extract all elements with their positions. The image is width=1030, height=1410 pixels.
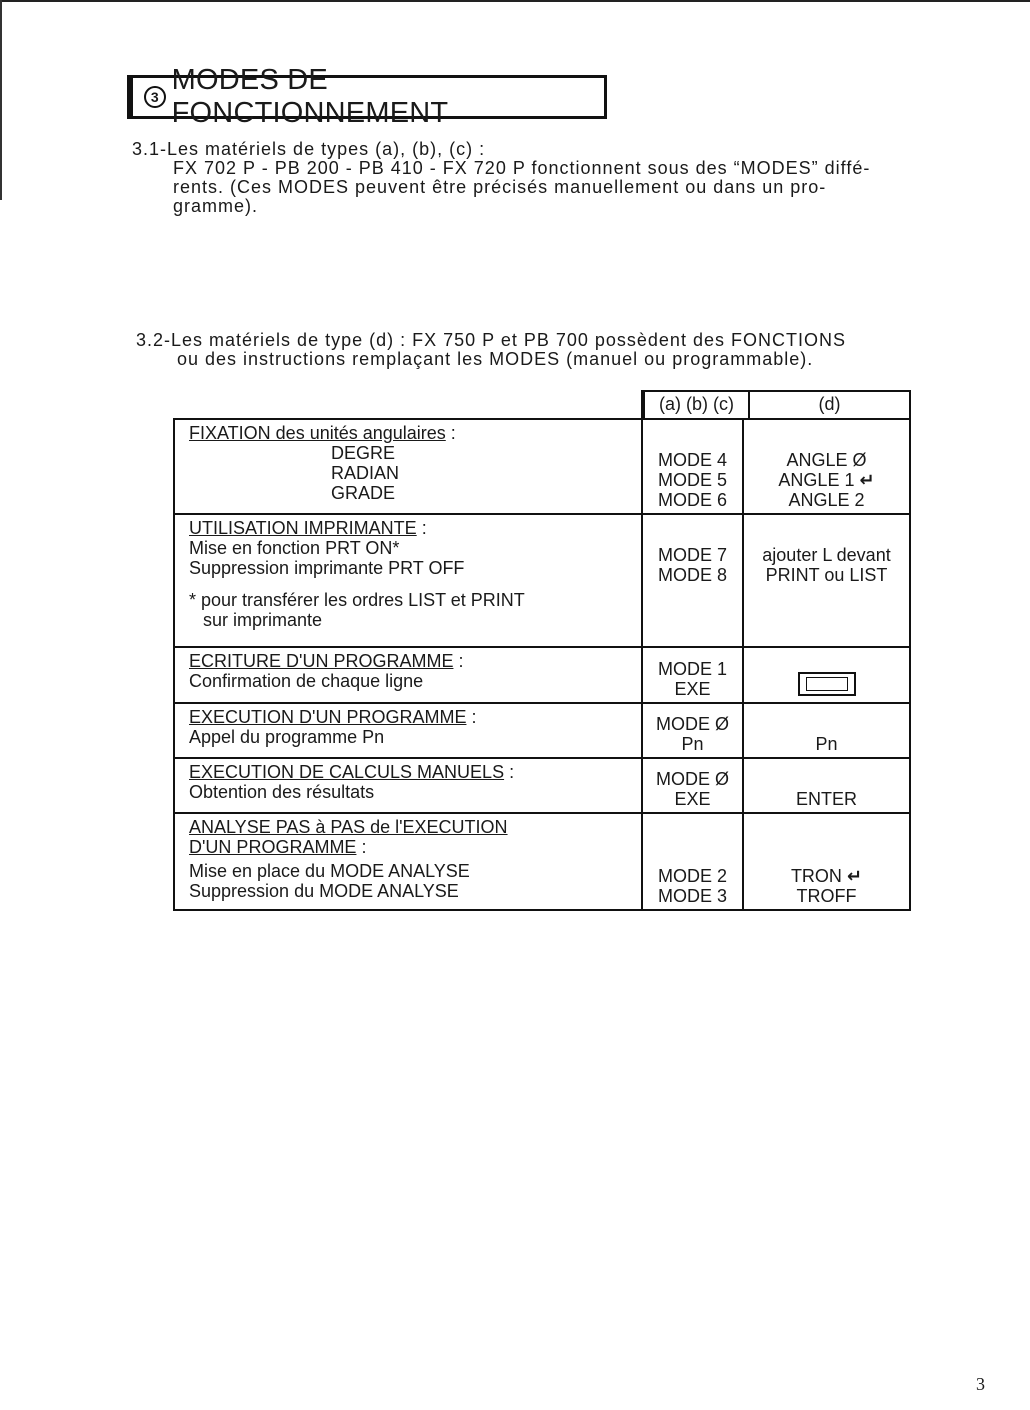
- abc-value: EXE: [674, 789, 711, 809]
- row-title: UTILISATION IMPRIMANTE: [189, 518, 417, 538]
- row-abc: [641, 814, 744, 909]
- row-title-colon: :: [416, 518, 427, 538]
- abc-value: MODE 4: [657, 450, 727, 470]
- abc-value: MODE 5: [657, 470, 727, 490]
- row-description: [175, 420, 641, 513]
- row-title: EXECUTION D'UN PROGRAMME: [189, 707, 467, 727]
- row-title-colon: :: [356, 837, 367, 857]
- section-title: MODES DE FONCTIONNEMENT: [171, 64, 449, 129]
- row-abc: [641, 515, 744, 646]
- top-border: [0, 0, 1030, 2]
- row-item: GRADE: [331, 483, 396, 503]
- row-description: [175, 648, 641, 702]
- paragraph-3-1: [132, 140, 870, 216]
- row-title: EXECUTION DE CALCULS MANUELS: [189, 762, 505, 782]
- d-value: Pn: [815, 734, 838, 754]
- header-d: (d): [818, 394, 841, 414]
- d-value: ANGLE 1: [778, 470, 855, 490]
- d-value: ENTER: [795, 789, 857, 809]
- return-arrow-icon: ↵: [859, 470, 875, 490]
- return-arrow-icon: ↵: [846, 866, 863, 886]
- row-note: sur imprimante: [203, 610, 323, 630]
- row-d: [744, 420, 909, 513]
- paragraph-line: ou des instructions remplaçant les MODES (manuel ou programmable).: [177, 349, 814, 369]
- page-number: 3: [976, 1374, 985, 1394]
- row-title: ECRITURE D'UN PROGRAMME: [189, 651, 454, 671]
- abc-value: MODE 3: [657, 886, 727, 906]
- row-item: Appel du programme Pn: [189, 727, 385, 747]
- row-title-colon: :: [453, 651, 464, 671]
- row-abc: [641, 704, 744, 757]
- row-abc: [641, 648, 744, 702]
- row-title: FIXATION des unités angulaires: [189, 423, 446, 443]
- abc-value: MODE 8: [657, 565, 727, 585]
- table-row: [175, 515, 909, 648]
- table-row: [175, 704, 909, 759]
- row-item: Confirmation de chaque ligne: [189, 671, 424, 691]
- row-note: * pour transférer les ordres LIST et PRINT: [189, 590, 525, 610]
- d-value: ANGLE 2: [788, 490, 865, 510]
- modes-table: [173, 418, 911, 911]
- d-value: ajouter L devant: [762, 545, 891, 565]
- table-row: [175, 420, 909, 515]
- row-title: D'UN PROGRAMME: [189, 837, 357, 857]
- row-title-colon: :: [504, 762, 515, 782]
- row-abc: [641, 759, 744, 812]
- d-value: TROFF: [796, 886, 857, 906]
- row-d: [744, 515, 909, 646]
- row-abc: [641, 420, 744, 513]
- left-border: [0, 0, 2, 200]
- row-item: Suppression du MODE ANALYSE: [189, 881, 459, 901]
- heading-bar: [127, 75, 133, 119]
- table-row: [175, 648, 909, 704]
- row-description: [175, 704, 641, 757]
- paragraph-line: FX 702 P - PB 200 - PB 410 - FX 720 P fonctionnent sous des “MODES” diffé-: [173, 158, 871, 178]
- abc-value: MODE Ø: [655, 769, 729, 789]
- row-d: [744, 759, 909, 812]
- row-description: [175, 814, 641, 909]
- row-title-colon: :: [445, 423, 456, 443]
- d-value: TRON: [790, 866, 842, 886]
- row-title: ANALYSE PAS à PAS de l'EXECUTION: [189, 817, 508, 837]
- header-abc: (a) (b) (c): [643, 392, 750, 420]
- row-item: Mise en fonction PRT ON*: [189, 538, 400, 558]
- paragraph-line: 3.2-Les matériels de type (d) : FX 750 P et PB 700 possèdent des FONCTIONS: [136, 330, 846, 350]
- abc-value: EXE: [674, 679, 711, 699]
- row-item: Mise en place du MODE ANALYSE: [189, 861, 470, 881]
- abc-value: MODE 1: [657, 659, 727, 679]
- d-value: ANGLE Ø: [786, 450, 867, 470]
- row-item: RADIAN: [331, 463, 400, 483]
- abc-value: MODE 6: [657, 490, 727, 510]
- abc-value: Pn: [681, 734, 704, 754]
- row-d: [744, 704, 909, 757]
- abc-value: MODE Ø: [655, 714, 729, 734]
- section-number-badge: 3: [144, 86, 166, 108]
- row-item: Obtention des résultats: [189, 782, 375, 802]
- table-row: [175, 759, 909, 814]
- section-heading: [127, 64, 607, 129]
- paragraph-line: gramme).: [173, 196, 259, 216]
- row-item: Suppression imprimante PRT OFF: [189, 558, 465, 578]
- row-description: [175, 515, 641, 646]
- row-d: [744, 814, 909, 909]
- abc-value: MODE 7: [657, 545, 727, 565]
- row-description: [175, 759, 641, 812]
- enter-key-icon: [798, 672, 856, 696]
- row-title-colon: :: [466, 707, 477, 727]
- paragraph-line: 3.1-Les matériels de types (a), (b), (c) :: [132, 139, 486, 159]
- abc-value: MODE 2: [657, 866, 727, 886]
- table-row: [175, 814, 909, 909]
- paragraph-line: rents. (Ces MODES peuvent être précisés manuellement ou dans un pro-: [173, 177, 827, 197]
- d-value: PRINT ou LIST: [765, 565, 888, 585]
- paragraph-3-2: [136, 331, 846, 369]
- table-header: [641, 390, 911, 420]
- row-item: DEGRE: [331, 443, 396, 463]
- row-d: [744, 648, 909, 702]
